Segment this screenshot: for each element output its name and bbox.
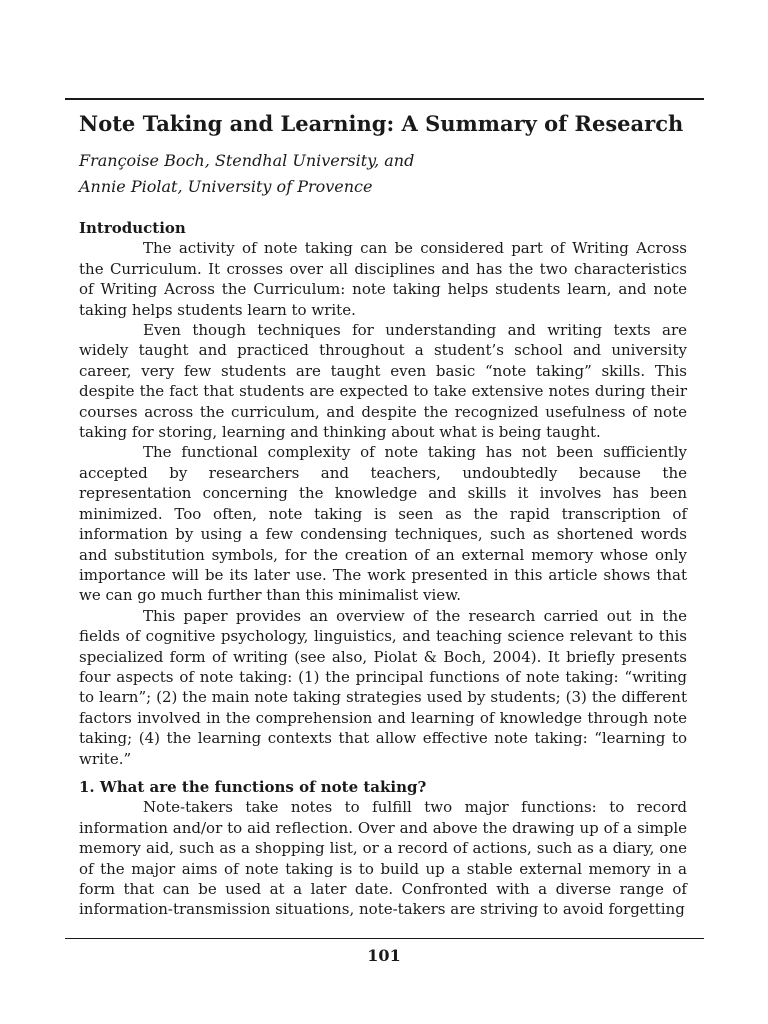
bottom-rule bbox=[65, 938, 704, 939]
page-number: 101 bbox=[367, 946, 401, 965]
paragraph: This paper provides an overview of the research carried out in the fields of cognitive psychology, linguistics, and teaching science relevant to this specialized form of writing (see also, Piolat & Boch, 2004). It briefly presents four aspects of note taking: (1) the principal functions of note taking: “writing to learn”; (2) the main note taking strategies used by students; (3) the different factors involved in the comprehension and learning of knowledge through note taking; (4) the learning contexts that allow effective note taking: “learning to write.” bbox=[79, 606, 687, 768]
top-rule bbox=[65, 98, 704, 100]
paragraph: Even though techniques for understanding and writing texts are widely taught and practiced throughout a student’s school and university career, very few students are taught even basic “note taking” skills. This despite the fact that students are expected to take extensive notes during their courses across the curriculum, and despite the recognized usefulness of note taking for storing, learning and thinking about what is being taught. bbox=[79, 321, 687, 442]
author-line: Annie Piolat, University of Provence bbox=[79, 177, 373, 196]
section-heading-functions: 1. What are the functions of note taking? bbox=[79, 777, 427, 796]
authors bbox=[79, 148, 687, 200]
paragraph: The functional complexity of note taking has not been sufficiently accepted by researchers and teachers, undoubtedly because the representation concerning the knowledge and skills it involves has been minimized. Too often, note taking is seen as the rapid transcription of information by using a few condensing techniques, such as shortened words and substitution symbols, for the creation of an external memory whose only importance will be its later use. The work presented in this article shows that we can go much further than this minimalist view. bbox=[79, 443, 687, 605]
paragraph: The activity of note taking can be considered part of Writing Across the Curriculum. It crosses over all disciplines and has the two characteristics of Writing Across the Curriculum: note taking helps students learn, and note taking helps students learn to write. bbox=[79, 239, 687, 319]
author-line: Françoise Boch, Stendhal University, and bbox=[79, 151, 415, 170]
paragraph: Note-takers take notes to fulfill two major functions: to record information and/or to aid reflection. Over and above the drawing up of a simple memory aid, such as a shopping list, or a record of actions, such as a diary, one of the major aims of note taking is to build up a stable external memory in a form that can be used at a later date. Confronted with a diverse range of information-transmission situations, note-takers are striving to avoid forgetting bbox=[79, 798, 687, 919]
article bbox=[79, 108, 687, 920]
article-title: Note Taking and Learning: A Summary of Research bbox=[79, 111, 684, 136]
section-heading-introduction: Introduction bbox=[79, 219, 186, 237]
